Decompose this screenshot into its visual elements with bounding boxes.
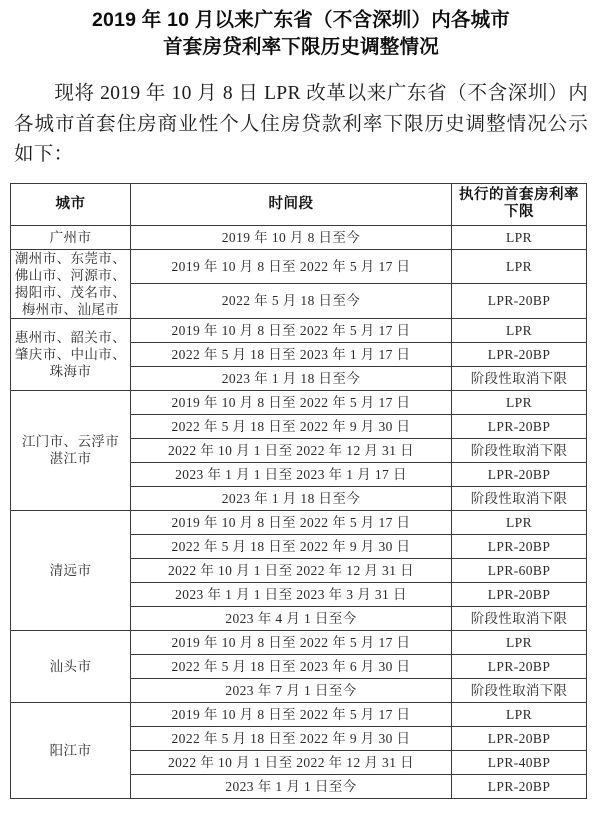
rate-cell: LPR-20BP: [452, 774, 587, 798]
period-cell: 2022 年 5 月 18 日至今: [131, 284, 452, 319]
period-cell: 2023 年 1 月 18 日至今: [131, 366, 452, 390]
city-name-line: 广州市: [49, 229, 92, 245]
table-header-row: [11, 183, 587, 225]
period-cell: 2022 年 10 月 1 日至 2022 年 12 月 31 日: [131, 558, 452, 582]
city-name-line: 惠州市、韶关市、: [14, 329, 127, 345]
rate-cell: 阶段性取消下限: [452, 606, 587, 630]
period-cell: 2019 年 10 月 8 日至 2022 年 5 月 17 日: [131, 249, 452, 284]
city-cell: [11, 225, 131, 249]
table-row: [11, 630, 587, 654]
period-cell: 2022 年 10 月 1 日至 2022 年 12 月 31 日: [131, 438, 452, 462]
table-header: [11, 183, 587, 225]
period-cell: 2023 年 1 月 1 日至今: [131, 774, 452, 798]
period-cell: 2023 年 1 月 18 日至今: [131, 486, 452, 510]
city-cell: [11, 249, 131, 318]
rate-cell: LPR: [452, 225, 587, 249]
page-title: [0, 0, 602, 61]
city-name-line: 揭阳市、茂名市、: [14, 284, 127, 300]
city-name-line: 江门市、云浮市: [21, 434, 120, 449]
rate-cell: LPR-20BP: [452, 726, 587, 750]
period-cell: 2022 年 5 月 18 日至 2022 年 9 月 30 日: [131, 534, 452, 558]
column-header-city: 城市: [11, 183, 131, 225]
period-cell: 2023 年 7 月 1 日至今: [131, 678, 452, 702]
rate-cell: LPR-20BP: [452, 534, 587, 558]
rate-cell: LPR-20BP: [452, 582, 587, 606]
city-name-line: 潮州市、东莞市、: [14, 250, 127, 266]
city-name-line: 肇庆市、中山市、: [14, 346, 127, 362]
rate-cell: LPR: [452, 510, 587, 534]
city-cell: [11, 510, 131, 630]
rate-cell: LPR: [452, 249, 587, 284]
period-cell: 2019 年 10 月 8 日至今: [131, 225, 452, 249]
rate-cell: LPR-20BP: [452, 284, 587, 319]
table-row: [11, 249, 587, 284]
period-cell: 2019 年 10 月 8 日至 2022 年 5 月 17 日: [131, 702, 452, 726]
body-paragraph: [0, 61, 602, 171]
rate-cell: 阶段性取消下限: [452, 678, 587, 702]
table-row: [11, 702, 587, 726]
rate-cell: 阶段性取消下限: [452, 366, 587, 390]
rate-floor-table: [10, 183, 587, 799]
period-cell: 2022 年 5 月 18 日至 2022 年 9 月 30 日: [131, 726, 452, 750]
table-container: [0, 171, 602, 799]
period-cell: 2023 年 1 月 1 日至 2023 年 1 月 17 日: [131, 462, 452, 486]
rate-cell: LPR-40BP: [452, 750, 587, 774]
table-row: [11, 510, 587, 534]
column-header-period: 时间段: [131, 183, 452, 225]
rate-cell: 阶段性取消下限: [452, 486, 587, 510]
city-name-line: 珠海市: [49, 363, 92, 379]
column-header-rate: 执行的首套房利率下限: [452, 183, 587, 225]
rate-cell: LPR-20BP: [452, 342, 587, 366]
city-name-line: 梅州市、汕尾市: [21, 301, 120, 317]
rate-cell: 阶段性取消下限: [452, 438, 587, 462]
rate-cell: LPR-60BP: [452, 558, 587, 582]
rate-cell: LPR-20BP: [452, 462, 587, 486]
city-name-line: 阳江市: [49, 742, 92, 758]
city-name-line: 湛江市: [49, 451, 92, 466]
table-row: [11, 318, 587, 342]
table-body: [11, 225, 587, 798]
table-row: [11, 225, 587, 249]
period-cell: 2022 年 10 月 1 日至 2022 年 12 月 31 日: [131, 750, 452, 774]
table-row: [11, 390, 587, 414]
city-name-line: 清远市: [49, 562, 92, 578]
rate-cell: LPR-20BP: [452, 654, 587, 678]
period-cell: 2019 年 10 月 8 日至 2022 年 5 月 17 日: [131, 510, 452, 534]
period-cell: 2023 年 4 月 1 日至今: [131, 606, 452, 630]
city-name-line: 佛山市、河源市、: [14, 267, 127, 283]
rate-cell: LPR: [452, 630, 587, 654]
rate-cell: LPR: [452, 318, 587, 342]
period-cell: 2022 年 5 月 18 日至 2022 年 9 月 30 日: [131, 414, 452, 438]
city-name-line: 汕头市: [49, 658, 92, 674]
period-cell: 2019 年 10 月 8 日至 2022 年 5 月 17 日: [131, 390, 452, 414]
city-cell: [11, 630, 131, 702]
rate-cell: LPR: [452, 702, 587, 726]
city-cell: [11, 390, 131, 510]
period-cell: 2022 年 5 月 18 日至 2023 年 6 月 30 日: [131, 654, 452, 678]
period-cell: 2022 年 5 月 18 日至 2023 年 1 月 17 日: [131, 342, 452, 366]
city-cell: [11, 318, 131, 390]
page-title-line-2: 首套房贷利率下限历史调整情况: [163, 36, 439, 58]
city-cell: [11, 702, 131, 798]
paragraph-text: 现将 2019 年 10 月 8 日 LPR 改革以来广东省（不含深圳）内各城市首套住房商业性个人住房贷款利率下限历史调整情况公示如下：: [14, 83, 588, 165]
period-cell: 2019 年 10 月 8 日至 2022 年 5 月 17 日: [131, 318, 452, 342]
period-cell: 2023 年 1 月 1 日至 2023 年 3 月 31 日: [131, 582, 452, 606]
page-title-line-1: 2019 年 10 月以来广东省（不含深圳）内各城市: [91, 9, 511, 31]
rate-cell: LPR-20BP: [452, 414, 587, 438]
rate-cell: LPR: [452, 390, 587, 414]
period-cell: 2019 年 10 月 8 日至 2022 年 5 月 17 日: [131, 630, 452, 654]
